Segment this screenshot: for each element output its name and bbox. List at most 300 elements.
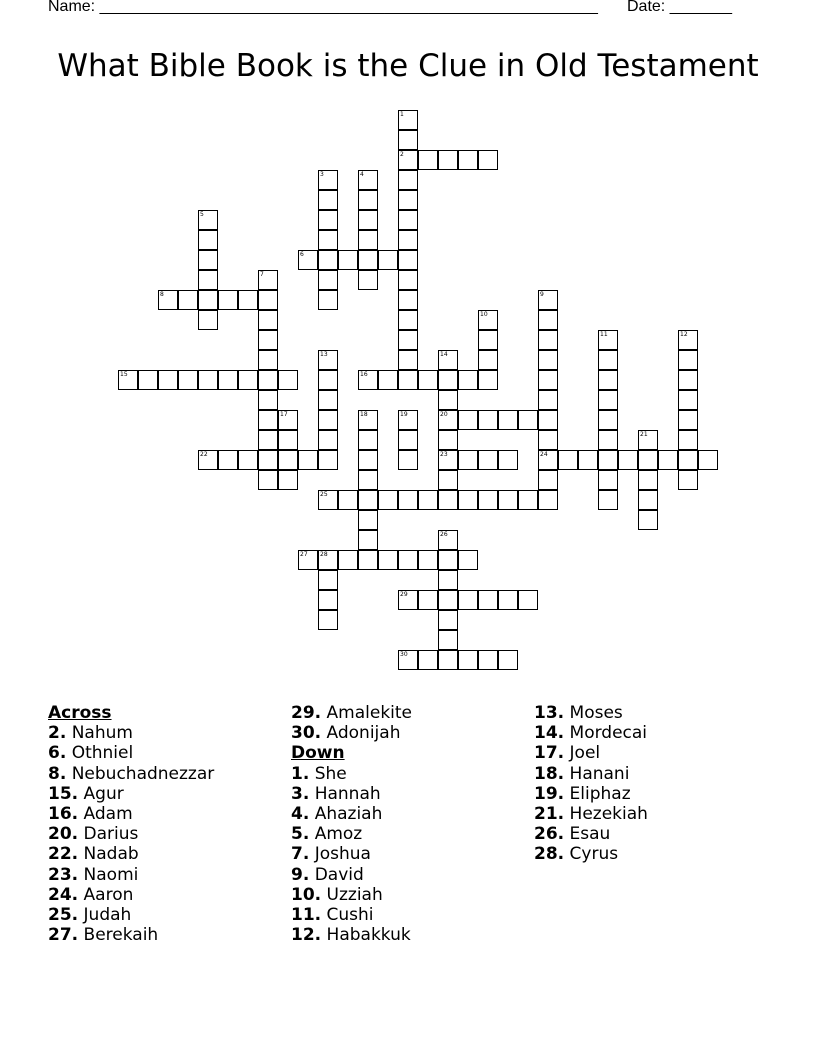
grid-cell[interactable] [238,370,258,390]
grid-cell[interactable] [538,370,558,390]
grid-cell[interactable] [478,410,498,430]
grid-cell[interactable] [538,350,558,370]
grid-cell[interactable] [478,370,498,390]
clue-item-text: Nahum [71,723,133,744]
grid-cell[interactable] [198,270,218,290]
grid-cell[interactable] [498,650,518,670]
grid-cell[interactable] [478,590,498,610]
clue-item [534,703,774,723]
grid-cell[interactable] [678,410,698,430]
clue-number: 27 [300,551,308,558]
grid-cell[interactable] [678,430,698,450]
clue-item [534,824,774,844]
grid-cell[interactable] [258,350,278,370]
puzzle-title: What Bible Book is the Clue in Old Testament [57,48,759,84]
clue-number: 9 [540,291,544,298]
grid-cell[interactable] [298,550,318,570]
clue-column-1 [48,703,288,945]
grid-cell[interactable] [398,170,418,190]
grid-cell[interactable] [438,550,458,570]
clue-number: 18 [360,411,368,418]
grid-cell[interactable] [418,550,438,570]
clue-item [48,925,288,945]
grid-cell[interactable] [398,190,418,210]
clue-item-number: 22. [48,844,79,865]
grid-cell[interactable] [478,490,498,510]
grid-cell[interactable] [398,590,418,610]
clue-item-number: 29. [291,703,322,723]
clue-number: 19 [400,411,408,418]
grid-cell[interactable] [538,330,558,350]
clue-number: 2 [400,151,404,158]
grid-cell[interactable] [638,450,658,470]
clue-number: 8 [160,291,164,298]
clue-item-number: 18. [534,763,565,784]
grid-cell[interactable] [518,590,538,610]
clue-number: 6 [300,251,304,258]
clue-item-number: 20. [48,824,79,845]
grid-cell[interactable] [518,410,538,430]
grid-cell[interactable] [358,250,378,270]
grid-cell[interactable] [278,370,298,390]
clue-number: 21 [640,431,648,438]
clue-item-number: 10. [291,884,322,905]
grid-cell[interactable] [598,350,618,370]
grid-cell[interactable] [318,350,338,370]
grid-cell[interactable] [258,470,278,490]
clue-item-text: Hezekiah [569,803,648,824]
clue-item-number: 6. [48,743,67,764]
grid-cell[interactable] [638,470,658,490]
grid-cell[interactable] [198,310,218,330]
grid-cell[interactable] [418,490,438,510]
grid-cell[interactable] [278,470,298,490]
grid-cell[interactable] [358,230,378,250]
grid-cell[interactable] [578,450,598,470]
clue-item-text: Ahaziah [314,803,383,824]
grid-cell[interactable] [598,470,618,490]
clue-number: 4 [360,171,364,178]
clue-number: 13 [320,351,328,358]
clue-item-text: Hannah [314,783,381,804]
clue-number: 17 [280,411,288,418]
clue-item-text: Esau [569,824,611,845]
clue-item-text: Uzziah [326,884,383,905]
clue-item-number: 19. [534,783,565,804]
grid-cell[interactable] [438,570,458,590]
grid-cell[interactable] [318,490,338,510]
grid-cell[interactable] [558,450,578,470]
grid-cell[interactable] [478,350,498,370]
clue-item [48,804,288,824]
grid-cell[interactable] [318,570,338,590]
grid-cell[interactable] [458,450,478,470]
clue-item [48,905,288,925]
grid-cell[interactable] [258,370,278,390]
clue-item-text: Othniel [71,743,134,764]
grid-cell[interactable] [438,430,458,450]
grid-cell[interactable] [438,530,458,550]
clue-item [534,743,774,763]
grid-cell[interactable] [538,450,558,470]
grid-cell[interactable] [438,350,458,370]
grid-cell[interactable] [158,370,178,390]
grid-cell[interactable] [378,370,398,390]
grid-cell[interactable] [258,450,278,470]
clue-item [534,723,774,743]
grid-cell[interactable] [538,410,558,430]
clue-item-number: 27. [48,925,79,946]
clue-item-number: 12. [291,925,322,946]
grid-cell[interactable] [318,370,338,390]
clue-item [534,784,774,804]
clue-number: 24 [540,451,548,458]
grid-cell[interactable] [358,510,378,530]
clue-item [48,784,288,804]
grid-cell[interactable] [598,410,618,430]
grid-cell[interactable] [638,490,658,510]
clue-number: 23 [440,451,448,458]
clue-item [48,824,288,844]
grid-cell[interactable] [218,370,238,390]
grid-cell[interactable] [398,250,418,270]
grid-cell[interactable] [298,450,318,470]
grid-cell[interactable] [258,330,278,350]
clue-item [291,844,531,864]
grid-cell[interactable] [318,590,338,610]
grid-cell[interactable] [438,630,458,650]
grid-cell[interactable] [638,430,658,450]
grid-cell[interactable] [358,190,378,210]
clue-item-number: 13. [534,703,565,723]
clue-item-number: 3. [291,783,310,804]
clue-item-number: 5. [291,824,310,845]
clue-item-text: Adonijah [326,723,401,744]
clue-item [291,723,531,743]
grid-cell[interactable] [318,610,338,630]
grid-cell[interactable] [498,590,518,610]
grid-cell[interactable] [398,150,418,170]
clue-item-text: Eliphaz [569,783,631,804]
grid-cell[interactable] [498,490,518,510]
clue-number: 16 [360,371,368,378]
grid-cell[interactable] [438,650,458,670]
clue-item [48,865,288,885]
clue-number: 7 [260,271,264,278]
grid-cell[interactable] [278,430,298,450]
grid-cell[interactable] [478,310,498,330]
clue-number: 10 [480,311,488,318]
grid-cell[interactable] [358,210,378,230]
grid-cell[interactable] [398,110,418,130]
clue-item-number: 14. [534,723,565,744]
name-field[interactable]: Name: ________________________________________________________ [48,0,598,15]
clue-item [534,844,774,864]
grid-cell[interactable] [358,530,378,550]
grid-cell[interactable] [198,290,218,310]
grid-cell[interactable] [418,650,438,670]
clue-item-text: Berekaih [83,925,159,946]
grid-cell[interactable] [618,450,638,470]
clue-item [48,885,288,905]
grid-cell[interactable] [318,450,338,470]
grid-cell[interactable] [638,510,658,530]
grid-cell[interactable] [458,490,478,510]
clue-item [291,784,531,804]
grid-cell[interactable] [218,290,238,310]
grid-cell[interactable] [598,330,618,350]
grid-cell[interactable] [358,270,378,290]
grid-cell[interactable] [438,370,458,390]
grid-cell[interactable] [338,550,358,570]
grid-cell[interactable] [398,310,418,330]
grid-cell[interactable] [378,490,398,510]
grid-cell[interactable] [478,450,498,470]
grid-cell[interactable] [238,450,258,470]
clue-number: 5 [200,211,204,218]
clue-item-number: 24. [48,884,79,905]
clue-item-number: 25. [48,904,79,925]
clue-item-text: Amalekite [326,703,413,723]
grid-cell[interactable] [458,650,478,670]
grid-cell[interactable] [458,150,478,170]
grid-cell[interactable] [538,310,558,330]
grid-cell[interactable] [678,450,698,470]
grid-cell[interactable] [458,590,478,610]
grid-cell[interactable] [678,330,698,350]
grid-cell[interactable] [398,370,418,390]
grid-cell[interactable] [398,550,418,570]
grid-cell[interactable] [478,330,498,350]
grid-cell[interactable] [298,250,318,270]
grid-cell[interactable] [198,210,218,230]
clue-item-text: Hanani [569,763,630,784]
clue-number: 15 [120,371,128,378]
clue-item-text: She [314,763,347,784]
grid-cell[interactable] [318,290,338,310]
grid-cell[interactable] [438,450,458,470]
clue-number: 22 [200,451,208,458]
grid-cell[interactable] [358,450,378,470]
clue-item [48,723,288,743]
grid-cell[interactable] [398,490,418,510]
grid-cell[interactable] [358,410,378,430]
grid-cell[interactable] [278,450,298,470]
grid-cell[interactable] [358,430,378,450]
clue-item-number: 8. [48,763,67,784]
grid-cell[interactable] [138,370,158,390]
grid-cell[interactable] [678,390,698,410]
grid-cell[interactable] [278,410,298,430]
grid-cell[interactable] [498,410,518,430]
grid-cell[interactable] [598,390,618,410]
clue-item-number: 7. [291,844,310,865]
clue-item-text: Agur [83,783,124,804]
grid-cell[interactable] [438,490,458,510]
grid-cell[interactable] [258,310,278,330]
grid-cell[interactable] [198,370,218,390]
date-field[interactable]: Date: _______ [627,0,732,15]
clue-number: 20 [440,411,448,418]
grid-cell[interactable] [158,290,178,310]
grid-cell[interactable] [258,410,278,430]
clue-item-text: Aaron [83,884,134,905]
clue-column-3 [534,703,774,865]
grid-cell[interactable] [398,350,418,370]
clue-item [291,804,531,824]
grid-cell[interactable] [598,370,618,390]
grid-cell[interactable] [318,550,338,570]
clue-item [48,743,288,763]
grid-cell[interactable] [318,390,338,410]
grid-cell[interactable] [258,390,278,410]
clue-item-text: Joshua [314,844,371,865]
clue-item-text: Habakkuk [326,925,411,946]
grid-cell[interactable] [378,250,398,270]
grid-cell[interactable] [698,450,718,470]
clue-item [291,764,531,784]
grid-cell[interactable] [178,290,198,310]
clue-number: 28 [320,551,328,558]
clue-item-text: Joel [569,743,601,764]
grid-cell[interactable] [598,490,618,510]
grid-cell[interactable] [418,150,438,170]
grid-cell[interactable] [398,410,418,430]
clue-number: 30 [400,651,408,658]
clue-number: 12 [680,331,688,338]
clue-item-number: 2. [48,723,67,744]
clue-item-number: 4. [291,803,310,824]
clue-number: 25 [320,491,328,498]
grid-cell[interactable] [398,290,418,310]
grid-cell[interactable] [118,370,138,390]
grid-cell[interactable] [438,150,458,170]
grid-cell[interactable] [538,490,558,510]
clue-item-text: Amoz [314,824,363,845]
clue-item [534,764,774,784]
grid-cell[interactable] [478,650,498,670]
grid-cell[interactable] [358,370,378,390]
grid-cell[interactable] [518,490,538,510]
clue-item-text: Naomi [83,864,139,885]
grid-cell[interactable] [538,390,558,410]
grid-cell[interactable] [398,210,418,230]
grid-cell[interactable] [318,170,338,190]
grid-cell[interactable] [338,250,358,270]
clue-item [291,824,531,844]
clue-number: 14 [440,351,448,358]
clue-item-number: 1. [291,763,310,784]
grid-cell[interactable] [398,650,418,670]
grid-cell[interactable] [238,290,258,310]
grid-cell[interactable] [438,610,458,630]
clue-item-text: Adam [83,803,133,824]
grid-cell[interactable] [538,430,558,450]
grid-cell[interactable] [358,550,378,570]
grid-cell[interactable] [358,490,378,510]
grid-cell[interactable] [318,230,338,250]
grid-cell[interactable] [398,270,418,290]
grid-cell[interactable] [178,370,198,390]
grid-cell[interactable] [318,410,338,430]
clue-item-number: 23. [48,864,79,885]
grid-cell[interactable] [198,250,218,270]
grid-cell[interactable] [318,210,338,230]
grid-cell[interactable] [338,490,358,510]
clue-item-text: Darius [83,824,139,845]
clue-item [291,703,531,723]
clue-item [48,844,288,864]
grid-cell[interactable] [318,250,338,270]
grid-cell[interactable] [318,430,338,450]
grid-cell[interactable] [438,590,458,610]
grid-cell[interactable] [398,230,418,250]
clue-item-text: Cushi [326,904,374,925]
clue-number: 3 [320,171,324,178]
grid-cell[interactable] [678,470,698,490]
grid-cell[interactable] [378,550,398,570]
clue-item-text: Nebuchadnezzar [71,763,215,784]
grid-cell[interactable] [398,430,418,450]
grid-cell[interactable] [258,290,278,310]
clue-item-number: 21. [534,803,565,824]
grid-cell[interactable] [458,370,478,390]
grid-cell[interactable] [258,270,278,290]
clue-number: 29 [400,591,408,598]
grid-cell[interactable] [398,330,418,350]
grid-cell[interactable] [598,450,618,470]
clue-item-text: Mordecai [569,723,648,744]
clue-number: 1 [400,111,404,118]
grid-cell[interactable] [318,270,338,290]
clue-section-heading: Across [48,703,112,723]
clue-section-heading: Down [291,743,345,764]
clue-item-text: Judah [83,904,132,925]
grid-cell[interactable] [458,550,478,570]
grid-cell[interactable] [458,410,478,430]
grid-cell[interactable] [418,590,438,610]
grid-cell[interactable] [418,370,438,390]
clue-item [291,885,531,905]
grid-cell[interactable] [258,430,278,450]
grid-cell[interactable] [198,450,218,470]
grid-cell[interactable] [538,290,558,310]
clue-item [48,764,288,784]
grid-cell[interactable] [198,230,218,250]
grid-cell[interactable] [438,470,458,490]
grid-cell[interactable] [598,430,618,450]
grid-cell[interactable] [398,130,418,150]
grid-cell[interactable] [678,370,698,390]
grid-cell[interactable] [478,150,498,170]
clue-item-number: 30. [291,723,322,744]
grid-cell[interactable] [358,470,378,490]
grid-cell[interactable] [218,450,238,470]
grid-cell[interactable] [438,390,458,410]
grid-cell[interactable] [318,190,338,210]
grid-cell[interactable] [658,450,678,470]
grid-cell[interactable] [498,450,518,470]
grid-cell[interactable] [678,350,698,370]
clue-item-number: 16. [48,803,79,824]
grid-cell[interactable] [438,410,458,430]
clue-item-number: 28. [534,844,565,865]
clue-item [291,925,531,945]
grid-cell[interactable] [358,170,378,190]
clue-item [291,865,531,885]
grid-cell[interactable] [398,450,418,470]
grid-cell[interactable] [538,470,558,490]
